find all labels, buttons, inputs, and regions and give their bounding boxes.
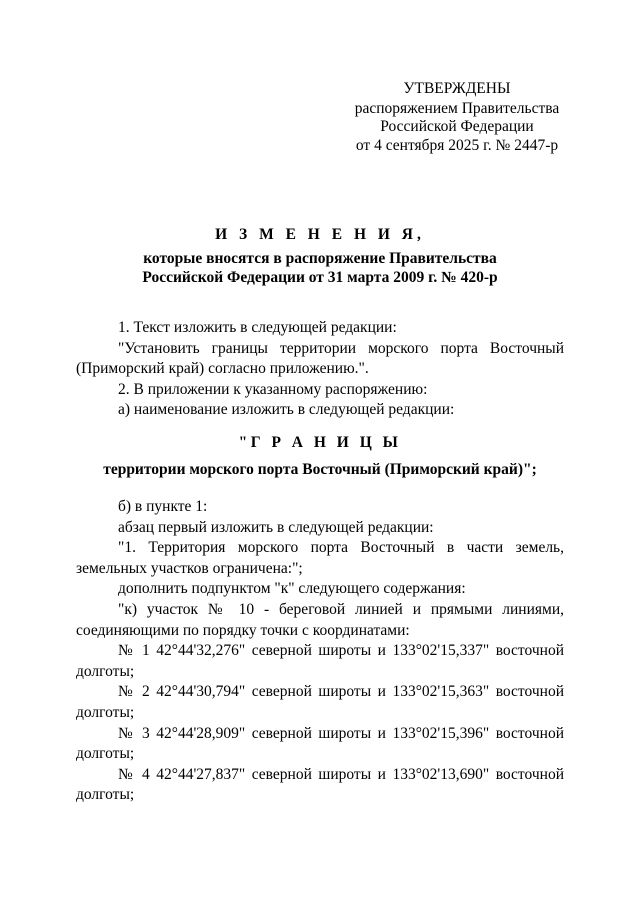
coordinate-unit: долготы;: [76, 662, 135, 680]
paragraph-8: дополнить подпунктом "к" следующего содержания:: [118, 580, 466, 598]
paragraph-3: 2. В приложении к указанному распоряжению:: [118, 380, 428, 398]
paragraph-9-line-2: соединяющими по порядку точки с координатами:: [76, 621, 410, 639]
subtitle-line-1: которые вносятся в распоряжение Правительства: [143, 250, 497, 267]
coordinate-line: № 2 42°44'30,794" северной широты и 133°02'15,363" восточной: [118, 683, 564, 701]
paragraph-7-line-2: земельных участков ограничена:";: [76, 559, 303, 577]
section-2: [76, 497, 564, 806]
approval-header: УТВЕРЖДЕНЫ: [403, 80, 511, 97]
coordinate-row: [76, 765, 564, 806]
document-subtitle: [60, 250, 580, 287]
approval-line-1: распоряжением Правительства: [354, 99, 560, 117]
paragraph-7-line-1: "1. Территория морского порта Восточный в части земель,: [118, 539, 564, 557]
section-1: [76, 318, 564, 421]
approval-line-2: Российской Федерации: [380, 118, 534, 135]
paragraph-5: б) в пункте 1:: [118, 498, 208, 515]
borders-title: "Г Р А Н И Ц Ы: [238, 434, 402, 451]
paragraph-1: 1. Текст изложить в следующей редакции:: [118, 319, 397, 336]
coordinate-line: № 3 42°44'28,909" северной широты и 133°02'15,396" восточной: [118, 724, 564, 742]
paragraph-9-line-1: "к) участок № 10 - береговой линией и прямыми линиями,: [118, 600, 564, 618]
coordinate-unit: долготы;: [76, 745, 135, 763]
approval-block: [340, 80, 574, 155]
paragraph-2-line-1: "Установить границы территории морского порта Восточный: [118, 339, 564, 357]
borders-subtitle: территории морского порта Восточный (Приморский край)";: [103, 461, 537, 478]
coordinate-unit: долготы;: [76, 786, 135, 804]
coordinate-row: [76, 682, 564, 723]
coordinate-row: [76, 724, 564, 765]
paragraph-6: абзац первый изложить в следующей редакции:: [118, 518, 434, 536]
coordinate-line: № 4 42°44'27,837" северной широты и 133°02'13,690" восточной: [118, 765, 564, 783]
document-title: И З М Е Н Е Н И Я,: [215, 226, 425, 243]
paragraph-4: а) наименование изложить в следующей редакции:: [118, 401, 455, 419]
coordinate-unit: долготы;: [76, 703, 135, 721]
paragraph-2-line-2: (Приморский край) согласно приложению.".: [76, 360, 369, 378]
subtitle-line-2: Российской Федерации от 31 марта 2009 г. № 420-р: [142, 268, 498, 286]
approval-line-3: от 4 сентября 2025 г. № 2447-р: [355, 136, 559, 154]
coordinate-line: № 1 42°44'32,276" северной широты и 133°02'15,337" восточной: [118, 642, 564, 660]
coordinate-row: [76, 641, 564, 682]
